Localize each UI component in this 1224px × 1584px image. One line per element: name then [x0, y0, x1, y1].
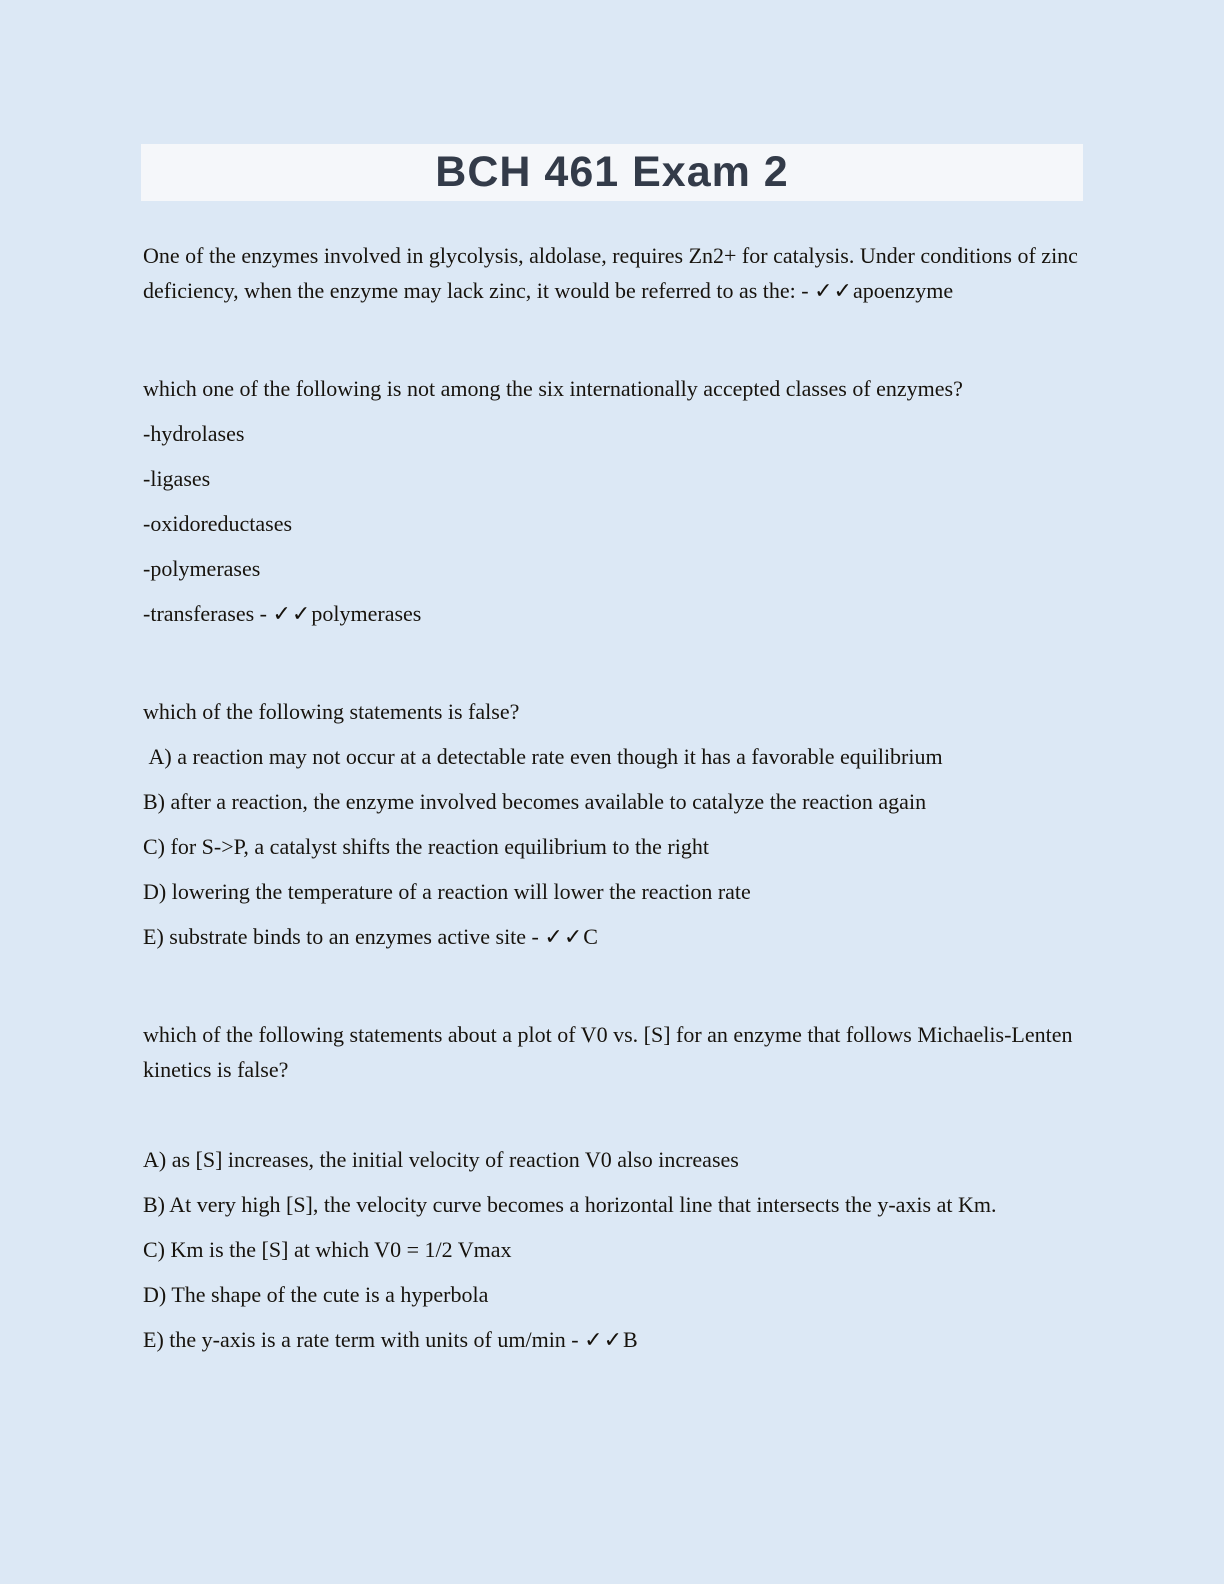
question-4-answer	[584, 1327, 638, 1352]
answer-option	[143, 551, 1085, 586]
option-text: -polymerases	[143, 556, 261, 581]
answer-text: B	[623, 1327, 638, 1352]
option-text: -oxidoreductases	[143, 511, 293, 536]
question-block-1	[143, 238, 1085, 309]
option-text: -hydrolases	[143, 421, 245, 446]
option-text: A) as [S] increases, the initial velocity of reaction V0 also increases	[143, 1147, 739, 1172]
option-text: C) Km is the [S] at which V0 = 1/2 Vmax	[143, 1237, 512, 1262]
answer-option	[143, 1322, 1085, 1358]
answer-option	[143, 829, 1085, 864]
exam-content	[143, 200, 1085, 1358]
answer-option	[143, 1187, 1085, 1222]
answer-text: polymerases	[311, 601, 422, 626]
question-1-text	[143, 238, 1085, 309]
answer-option	[143, 784, 1085, 819]
checkmark-icon: ✓✓	[544, 925, 584, 950]
answer-option	[143, 596, 1085, 632]
answer-option	[143, 919, 1085, 955]
option-text: D) lowering the temperature of a reaction will lower the reaction rate	[143, 879, 751, 904]
answer-text: C	[583, 924, 598, 949]
question-2-text: which one of the following is not among the six internationally accepted classes of enzymes?	[143, 376, 963, 401]
answer-option	[143, 1142, 1085, 1177]
checkmark-icon: ✓✓	[272, 602, 312, 627]
answer-option	[143, 506, 1085, 541]
option-text: D) The shape of the cute is a hyperbola	[143, 1282, 489, 1307]
question-3-answer	[544, 924, 598, 949]
option-text: E) the y-axis is a rate term with units of um/min -	[143, 1327, 585, 1352]
answer-option	[143, 739, 1085, 774]
option-text: E) substrate binds to an enzymes active site -	[143, 924, 545, 949]
question-4-text: which of the following statements about a plot of V0 vs. [S] for an enzyme that follows Michaelis-Lenten kinetics is false?	[143, 1022, 1078, 1082]
question-block-4	[143, 1017, 1085, 1358]
option-text: B) At very high [S], the velocity curve becomes a horizontal line that intersects the y-axis at Km.	[143, 1192, 997, 1217]
checkmark-icon: ✓✓	[814, 279, 853, 304]
option-text: A) a reaction may not occur at a detectable rate even though it has a favorable equilibrium	[143, 744, 943, 769]
page-title: BCH 461 Exam 2	[435, 148, 789, 196]
question-block-2	[143, 371, 1085, 632]
title-bar	[141, 144, 1083, 201]
answer-option	[143, 1232, 1085, 1267]
answer-option	[143, 461, 1085, 496]
answer-text: apoenzyme	[853, 278, 954, 303]
option-text: -ligases	[143, 466, 211, 491]
checkmark-icon: ✓✓	[584, 1328, 624, 1353]
option-text: B) after a reaction, the enzyme involved becomes available to catalyze the reaction again	[143, 789, 927, 814]
option-text: C) for S->P, a catalyst shifts the reaction equilibrium to the right	[143, 834, 709, 859]
answer-option	[143, 874, 1085, 909]
question-3-text: which of the following statements is false?	[143, 699, 520, 724]
question-1-answer	[814, 278, 953, 303]
question-block-3	[143, 694, 1085, 955]
answer-option	[143, 1277, 1085, 1312]
option-text: -transferases -	[143, 601, 273, 626]
answer-option	[143, 416, 1085, 451]
question-2-answer	[273, 601, 422, 626]
question-1-body: One of the enzymes involved in glycolysis, aldolase, requires Zn2+ for catalysis. Under conditions of zinc deficiency, when the enzyme may lack zinc, it would be referred to as the: -	[143, 243, 1084, 303]
